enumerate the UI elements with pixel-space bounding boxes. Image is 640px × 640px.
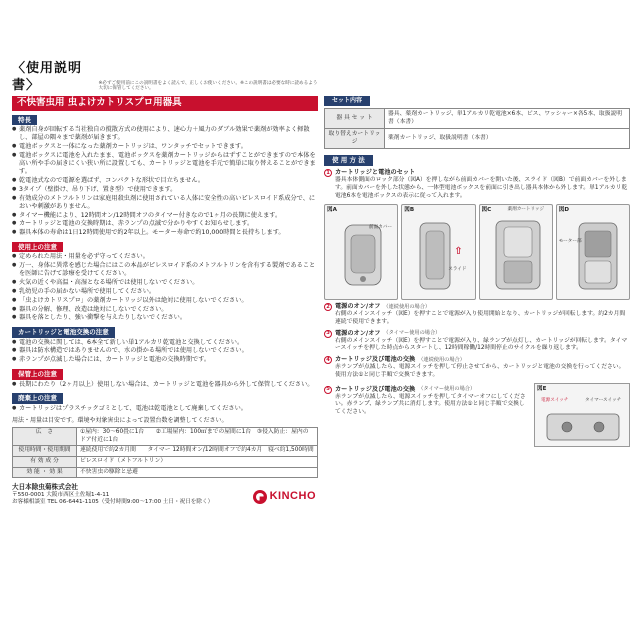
step-5-title bbox=[324, 386, 530, 394]
step-5-wrap bbox=[324, 383, 630, 447]
usage-table-value: ①屋内：30〜60畳に1台 ②工場屋内：100㎡までの屋間に1台 ③侵入防止：屋内のドア付近に1台 bbox=[77, 428, 318, 446]
list-item: ● カートリッジと電池の交換時期は、赤ランプの点滅で分かりやすくお知らせします。 bbox=[12, 220, 318, 228]
set-table-key: 取り替えカートリッジ bbox=[325, 129, 385, 149]
device-illustration-c bbox=[482, 217, 554, 297]
features-heading: 特長 bbox=[12, 115, 37, 126]
slide-arrow-icon: ⇧ bbox=[454, 246, 463, 258]
kincho-swirl-icon bbox=[253, 490, 267, 504]
figure-a-label: 図A bbox=[327, 207, 337, 214]
figure-e-label: 図E bbox=[537, 385, 547, 392]
device-illustration-b bbox=[404, 217, 476, 297]
figure-c bbox=[479, 204, 553, 300]
list-item: ● 器具の分解、修理、改造は絶対にしないでください。 bbox=[12, 306, 318, 314]
list-item: ● 器具を落としたり、強い衝撃を与えたりしないでください。 bbox=[12, 314, 318, 322]
figure-a bbox=[324, 204, 398, 300]
usage-table-key: 使用時間・使用期間 bbox=[13, 446, 77, 457]
list-item: ● 電池ボックスと一体になった薬剤カートリッジは、ワンタッチでセットできます。 bbox=[12, 143, 318, 151]
step-3-number: 3 bbox=[324, 330, 332, 338]
disposal-list bbox=[12, 405, 318, 413]
timer-switch-label: タイマースイッチ bbox=[585, 397, 622, 403]
figures-row bbox=[324, 204, 630, 300]
step-2-title-text: 電源のオン/オフ bbox=[335, 303, 381, 311]
step-2-number: 2 bbox=[324, 303, 332, 311]
list-item: ● 乳幼児の手の届かない場所で使用してください。 bbox=[12, 288, 318, 296]
list-item: ● 「虫よけカトリスプロ」の薬剤カートリッジ以外は絶対に使用しないでください。 bbox=[12, 297, 318, 305]
step-4-number: 4 bbox=[324, 356, 332, 364]
step-4-subtitle: （連続使用の場合） bbox=[418, 356, 465, 363]
figure-b-note: スライド bbox=[448, 267, 467, 273]
step-3-subtitle: （タイマー使用の場合） bbox=[383, 330, 441, 337]
usage-table-row bbox=[13, 446, 318, 457]
set-table-key: 器 具 セ ッ ト bbox=[325, 108, 385, 128]
step-3-body: 右側のメインスイッチ（図E）を押すことで電源が入り、緑ランプが点灯し、カートリッジが回転します。タイマースイッチを押した時点からスタートし、12時間稼働/12時間停止のサイクルを繰り返します。 bbox=[335, 337, 628, 352]
set-contents-heading: セット内容 bbox=[324, 96, 370, 106]
list-item: ● 乾電池式なので電源を選ばず、コンパクトな形状で目立ちません。 bbox=[12, 177, 318, 185]
company-tel: お客様相談室 TEL 06-6441-1105（受付時間9:00〜17:00 土日・祝日を除く） bbox=[12, 499, 214, 506]
usage-table-key: 効 能 ・ 効 果 bbox=[13, 467, 77, 478]
usage-table-row bbox=[13, 467, 318, 478]
kincho-logo-text: KINCHO bbox=[269, 490, 316, 503]
step-3-title-text: 電源のオン/オフ bbox=[335, 329, 381, 337]
list-item: ● 長期にわたり（2ヶ月以上）使用しない場合は、カートリッジと電池を器具から外して保管してください。 bbox=[12, 381, 318, 389]
power-switch-label: 電源スイッチ bbox=[541, 397, 569, 403]
usage-table-value: ピレスロイド（メトフルトリン） bbox=[77, 457, 318, 468]
company-name: 大日本除虫菊株式会社 bbox=[12, 483, 78, 492]
usage-table bbox=[12, 427, 318, 478]
set-table-value: 薬剤カートリッジ、取扱説明書（本書） bbox=[385, 129, 630, 149]
figure-b-label: 図B bbox=[404, 207, 415, 214]
step-4-title-text: カートリッジ及び電池の交換 bbox=[335, 356, 416, 364]
set-table-row bbox=[325, 108, 630, 128]
step-1-title-text: カートリッジと電池のセット bbox=[335, 169, 416, 177]
step-1-body: 器具本体側面のロック部分（図A）を押しながら前面カバーを開いた後、スライド（図B）で前面カバーを外します。前面カバーを外した状態から、一体型電池ボックスを前面に引き出し器具本体から外します。単1アルカリ乾電池6本を電池ボックスの表示に従って入れます。 bbox=[335, 177, 628, 199]
set-contents-table bbox=[324, 108, 630, 150]
storage-heading: 保管上の注意 bbox=[12, 369, 63, 380]
figure-c-label: 図C bbox=[481, 207, 492, 214]
figure-e bbox=[534, 383, 630, 447]
company-info bbox=[12, 483, 318, 511]
step-5-text bbox=[324, 383, 530, 447]
usage-table-value: 連続使用で約2カ月間 タイマー 12時間オン/12時間オフで約4カ月 寝べ約1,500時間 bbox=[77, 446, 318, 457]
usage-table-key: 広 さ bbox=[13, 428, 77, 446]
battery-heading: カートリッジと電池交換の注意 bbox=[12, 327, 115, 338]
list-item: ● 定められた用法・用量を必ず守ってください。 bbox=[12, 253, 318, 261]
title-note: ※必ずご使用前にこの説明書をよく読んで、正しくお使いください。※この説明書は必要な時に読めるよう大切に保管してください。 bbox=[98, 80, 318, 92]
list-item: ● 電池の交換に関しては、6本全て新しい単1アルカリ乾電池と交換してください。 bbox=[12, 339, 318, 347]
list-item: ● 器具本体の寿命は1日12時間使用で約2年以上。モーター寿命で約10,000時間と長持ちします。 bbox=[12, 229, 318, 237]
list-item: ● 3タイプ（壁掛け、吊り下げ、置き型）で使用できます。 bbox=[12, 186, 318, 194]
set-table-value: 器具、薬剤カートリッジ、単1アルカリ乾電池×6本、ビス、ワッシャー×各5本、取扱説明書（本書） bbox=[385, 108, 630, 128]
figure-d-note: モーター部 bbox=[558, 239, 582, 245]
company-address: 〒550-0001 大阪市西区土佐堀1-4-11 bbox=[12, 491, 110, 498]
left-column bbox=[12, 60, 318, 511]
step-2-body: 右側のメインスイッチ（図E）を押すことで電源が入り使用開始となり、カートリッジが回転します。約2カ月間連続で使用できます。 bbox=[335, 311, 626, 325]
right-column bbox=[324, 96, 630, 447]
product-name-bar: 不快害虫用 虫よけカトリスプロ用器具 bbox=[12, 96, 318, 111]
list-item: ● 薬剤自身が回転する当社独自の撹散方式の使用により、速心力＋風力のダブル効果で薬剤が効率よく揮散し、部屋の隅々まで薬剤が届きます。 bbox=[12, 126, 318, 142]
list-item: ● 電池ボックスに電池を入れたまま、電池ボックスを薬剤カートリッジからはずすことができますので本体を高い所や手の届きにくい狭い所に設置しても、カートリッジと電池を手元で簡単に取り替えることができます。 bbox=[12, 152, 318, 177]
figure-c-note: 薬剤カートリッジ bbox=[507, 207, 545, 213]
battery-list bbox=[12, 339, 318, 365]
list-item: ● タイマー機能により、12時間オン/12時間オフのタイマー付きなので1ヶ月の長期に使えます。 bbox=[12, 212, 318, 220]
step-2-subtitle: （連続使用の場合） bbox=[383, 303, 431, 310]
figure-a-note: 前面カバー bbox=[369, 225, 392, 231]
figure-d-label: 図D bbox=[558, 207, 569, 214]
document-title: 〈使用説明書〉 bbox=[12, 60, 83, 93]
usage-table-row bbox=[13, 428, 318, 446]
storage-list bbox=[12, 381, 318, 389]
figure-d bbox=[556, 204, 630, 300]
step-1-title bbox=[324, 169, 630, 177]
usage-table-row bbox=[13, 457, 318, 468]
device-illustration-d bbox=[559, 217, 631, 297]
list-item: ● 火気の近くや高温・高湿となる場所では使用しないでください。 bbox=[12, 279, 318, 287]
caution-heading: 使用上の注意 bbox=[12, 242, 63, 253]
list-item: ● 有効成分のメトフルトリンは家庭用殺虫剤に使用されている人体に安全性の高いピレスロイド系成分で、においや刺激がありません。 bbox=[12, 195, 318, 211]
step-5-title-text: カートリッジ及び電池の交換 bbox=[335, 385, 416, 393]
step-1-number: 1 bbox=[324, 169, 332, 177]
kincho-logo bbox=[253, 489, 316, 504]
disposal-heading: 廃棄上の注意 bbox=[12, 393, 63, 404]
usage-table-key: 有 効 成 分 bbox=[13, 457, 77, 468]
step-3-title bbox=[324, 330, 630, 338]
usage-table-value: 不快害虫の駆除と忌避 bbox=[77, 467, 318, 478]
figure-b bbox=[401, 204, 475, 300]
features-list bbox=[12, 126, 318, 237]
title-row bbox=[12, 60, 318, 94]
list-item: ● 赤ランプが点滅した場合には、カートリッジと電池の交換時期です。 bbox=[12, 356, 318, 364]
caution-list bbox=[12, 253, 318, 322]
list-item: ● カートリッジはプラスチックゴミとして、電池は乾電池として廃棄してください。 bbox=[12, 405, 318, 413]
step-4-body: 赤ランプが点滅したら、電源スイッチを押して停止させてから、カートリッジと電池の交換を行ってください。使用方法①と同じ手順で交換できます。 bbox=[335, 364, 625, 378]
howto-heading: 使 用 方 法 bbox=[324, 155, 373, 166]
step-5-number: 5 bbox=[324, 386, 332, 394]
step-5-subtitle: （タイマー使用の場合） bbox=[418, 386, 476, 393]
usage-note: 用法・用量は目安です。環境や対象害虫によって設置台数を調整してください。 bbox=[12, 417, 228, 425]
step-5-body: 赤ランプが点滅したら、電源スイッチを押してタイマーオフにしてください。赤ランプ、緑ランプ共に消灯します。使用方法①と同じ手順で交換してください。 bbox=[335, 393, 526, 416]
list-item: ● 万一、身体に異常を感じた場合にはこの本品がピレスロイド系のメトフルトリンを含有する製剤であることを医師に告げて診療を受けてください。 bbox=[12, 262, 318, 278]
set-table-row bbox=[325, 129, 630, 149]
list-item: ● 器具は防水構造ではありませんので、水の掛かる場所では使用しないでください。 bbox=[12, 347, 318, 355]
